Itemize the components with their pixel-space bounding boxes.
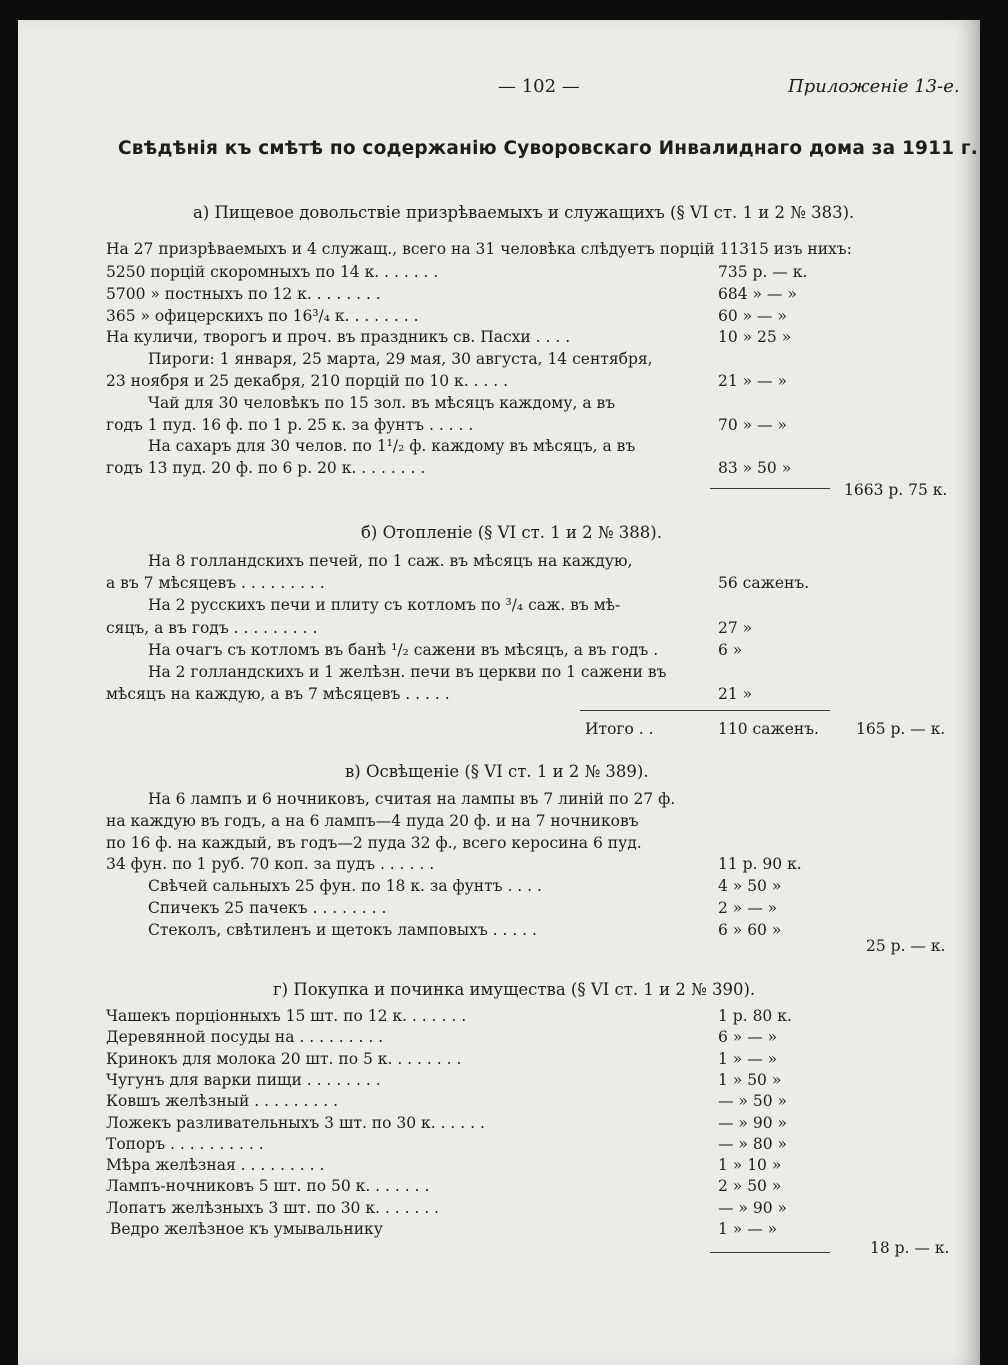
section-b-total: 165 р. — к. [856,720,946,738]
row-text: годъ 1 пуд. 16 ф. по 1 р. 25 к. за фунтъ . . . . . [106,415,474,434]
row-text: по 16 ф. на каждый, въ годъ—2 пуда 32 ф., всего керосина 6 пуд. [106,833,642,852]
row-amount: 1 » 10 » [718,1156,782,1175]
row-text: Ковшъ желѣзный . . . . . . . . . [106,1092,339,1111]
row-text: Лампъ-ночниковъ 5 шт. по 50 к. . . . . . . [106,1177,430,1196]
row-amount: 2 » — » [718,899,778,917]
row-text: 23 ноября и 25 декабря, 210 порцій по 10 к. . . . . [106,372,509,390]
table-row [18,899,980,921]
table-row [18,574,980,596]
row-amount: 60 » — » [718,306,787,325]
row-text: 34 фун. по 1 руб. 70 коп. за пудъ . . . . . . [106,855,435,874]
row-text: Чугунъ для варки пищи . . . . . . . . [106,1070,381,1089]
row-text: На 6 лампъ и 6 ночниковъ, считая на лампы въ 7 линій по 27 ф. [148,790,676,808]
table-row [18,1007,980,1029]
table-row [18,263,980,285]
row-amount: 10 » 25 » [718,328,792,347]
table-row [18,641,980,663]
table-row [18,812,980,834]
row-amount: 27 » [718,618,753,637]
row-amount: 1 » 50 » [718,1070,782,1089]
row-text: а въ 7 мѣсяцевъ . . . . . . . . . [106,574,325,593]
table-row [18,1220,980,1242]
row-amount: 6 » 60 » [718,920,782,939]
row-text: Пироги: 1 января, 25 марта, 29 мая, 30 августа, 14 сентября, [148,350,653,369]
row-text: 5250 порцій скоромныхъ по 14 к. . . . . . . [106,263,439,281]
row-amount: 684 » — » [718,284,797,303]
row-amount: — » 90 » [718,1198,787,1217]
table-row [18,552,980,574]
table-row [18,437,980,459]
subtotal-rule [710,488,830,489]
row-text: 5700 » постныхъ по 12 к. . . . . . . . [106,284,381,303]
section-b-heading: б) Отопленіе (§ VI ст. 1 и 2 № 388). [361,523,662,542]
row-amount: 2 » 50 » [718,1177,782,1196]
table-row [18,1199,980,1221]
table-row [18,416,980,438]
section-b-itogo-amount: 110 саженъ. [718,720,819,738]
table-row [18,685,980,707]
row-text: годъ 13 пуд. 20 ф. по 6 р. 20 к. . . . . . . . [106,459,426,478]
row-text: на каждую въ годъ, а на 6 лампъ—4 пуда 20 ф. и на 7 ночниковъ [106,811,639,830]
row-text: Деревянной посуды на . . . . . . . . . [106,1028,384,1047]
row-text: мѣсяцъ на каждую, а въ 7 мѣсяцевъ . . . . . [106,685,450,704]
row-text: Ведро желѣзное къ умывальнику [110,1220,383,1238]
row-amount: 70 » — » [718,415,787,434]
row-text: Чай для 30 человѣкъ по 15 зол. въ мѣсяцъ каждому, а въ [148,393,616,412]
row-amount: 21 » [718,685,753,704]
row-text: Спичекъ 25 пачекъ . . . . . . . . [148,899,387,917]
table-row [18,790,980,812]
row-text: На 2 русскихъ печи и плиту съ котломъ по ³/₄ саж. въ мѣ- [148,596,621,615]
subtotal-rule [580,710,830,711]
row-amount: 6 » [718,640,743,659]
document-title: Свѣдѣнія къ смѣтѣ по содержанію Суворовскаго Инвалиднаго дома за 1911 г. [118,138,978,159]
table-row [18,1135,980,1157]
row-text: Кринокъ для молока 20 шт. по 5 к. . . . . . . . [106,1049,462,1068]
row-text: На 2 голландскихъ и 1 желѣзн. печи въ церкви по 1 сажени въ [148,663,667,681]
row-text: Топоръ . . . . . . . . . . [106,1134,264,1153]
section-v-total: 25 р. — к. [866,937,946,955]
table-row [18,285,980,307]
table-row [18,372,980,394]
table-row [18,1177,980,1199]
table-row [18,619,980,641]
section-v-heading: в) Освѣщеніе (§ VI ст. 1 и 2 № 389). [345,762,649,781]
table-row [18,307,980,329]
row-amount: 1 » — » [718,1220,778,1238]
table-row [18,921,980,943]
table-row [18,459,980,481]
row-amount: — » 80 » [718,1134,787,1153]
row-text: Чашекъ порціонныхъ 15 шт. по 12 к. . . . . . . [106,1007,467,1025]
document-page [18,20,980,1365]
row-text: На 8 голландскихъ печей, по 1 саж. въ мѣсяцъ на каждую, [148,552,633,570]
row-amount: 56 саженъ. [718,574,810,593]
row-text: Мѣра желѣзная . . . . . . . . . [106,1156,325,1175]
row-text: Лопатъ желѣзныхъ 3 шт. по 30 к. . . . . . . [106,1198,440,1217]
row-amount: 1 » — » [718,1049,778,1068]
row-amount: 4 » 50 » [718,877,782,896]
table-row [18,1028,980,1050]
subtotal-rule [710,1252,830,1253]
row-text: Свѣчей сальныхъ 25 фун. по 18 к. за фунтъ . . . . [148,877,542,896]
row-amount: 735 р. — к. [718,263,808,281]
page-number: — 102 — [498,76,580,97]
table-row [18,394,980,416]
table-row [18,596,980,618]
row-text: На куличи, творогъ и проч. въ праздникъ св. Пасхи . . . . [106,328,571,347]
table-row [18,1092,980,1114]
row-amount: 21 » — » [718,372,787,390]
section-a-heading: а) Пищевое довольствіе призрѣваемыхъ и служащихъ (§ VI ст. 1 и 2 № 383). [193,203,855,222]
row-amount: 1 р. 80 к. [718,1007,792,1025]
appendix-label: Приложеніе 13-е. [788,76,960,97]
section-a-intro: На 27 призрѣваемыхъ и 4 служащ., всего на 31 человѣка слѣдуетъ порцій 11315 изъ нихъ: [106,240,852,258]
section-g-heading: г) Покупка и починка имущества (§ VI ст. 1 и 2 № 390). [273,980,756,999]
section-b-itogo-label: Итого . . [585,720,654,738]
table-row [18,877,980,899]
section-a-total: 1663 р. 75 к. [844,481,948,499]
row-text: сяцъ, а въ годъ . . . . . . . . . [106,618,318,637]
row-text: На сахаръ для 30 челов. по 1¹/₂ ф. каждому въ мѣсяцъ, а въ [148,437,636,456]
row-amount: — » 50 » [718,1092,787,1111]
table-row [18,1050,980,1072]
row-text: Стеколъ, свѣтиленъ и щетокъ ламповыхъ . . . . . [148,920,537,939]
table-row [18,328,980,350]
table-row [18,834,980,856]
table-row [18,855,980,877]
row-text: 365 » офицерскихъ по 16³/₄ к. . . . . . . . [106,306,419,325]
row-text: Ложекъ разливательныхъ 3 шт. по 30 к. . . . . . [106,1113,485,1132]
row-amount: 6 » — » [718,1028,778,1047]
row-text: На очагъ съ котломъ въ банѣ ¹/₂ сажени въ мѣсяцъ, а въ годъ . [148,640,659,659]
table-row [18,1071,980,1093]
table-row [18,663,980,685]
table-row [18,1156,980,1178]
table-row [18,1114,980,1136]
row-amount: 83 » 50 » [718,459,792,478]
section-g-total: 18 р. — к. [870,1239,950,1257]
table-row [18,350,980,372]
row-amount: 11 р. 90 к. [718,855,802,874]
row-amount: — » 90 » [718,1113,787,1132]
